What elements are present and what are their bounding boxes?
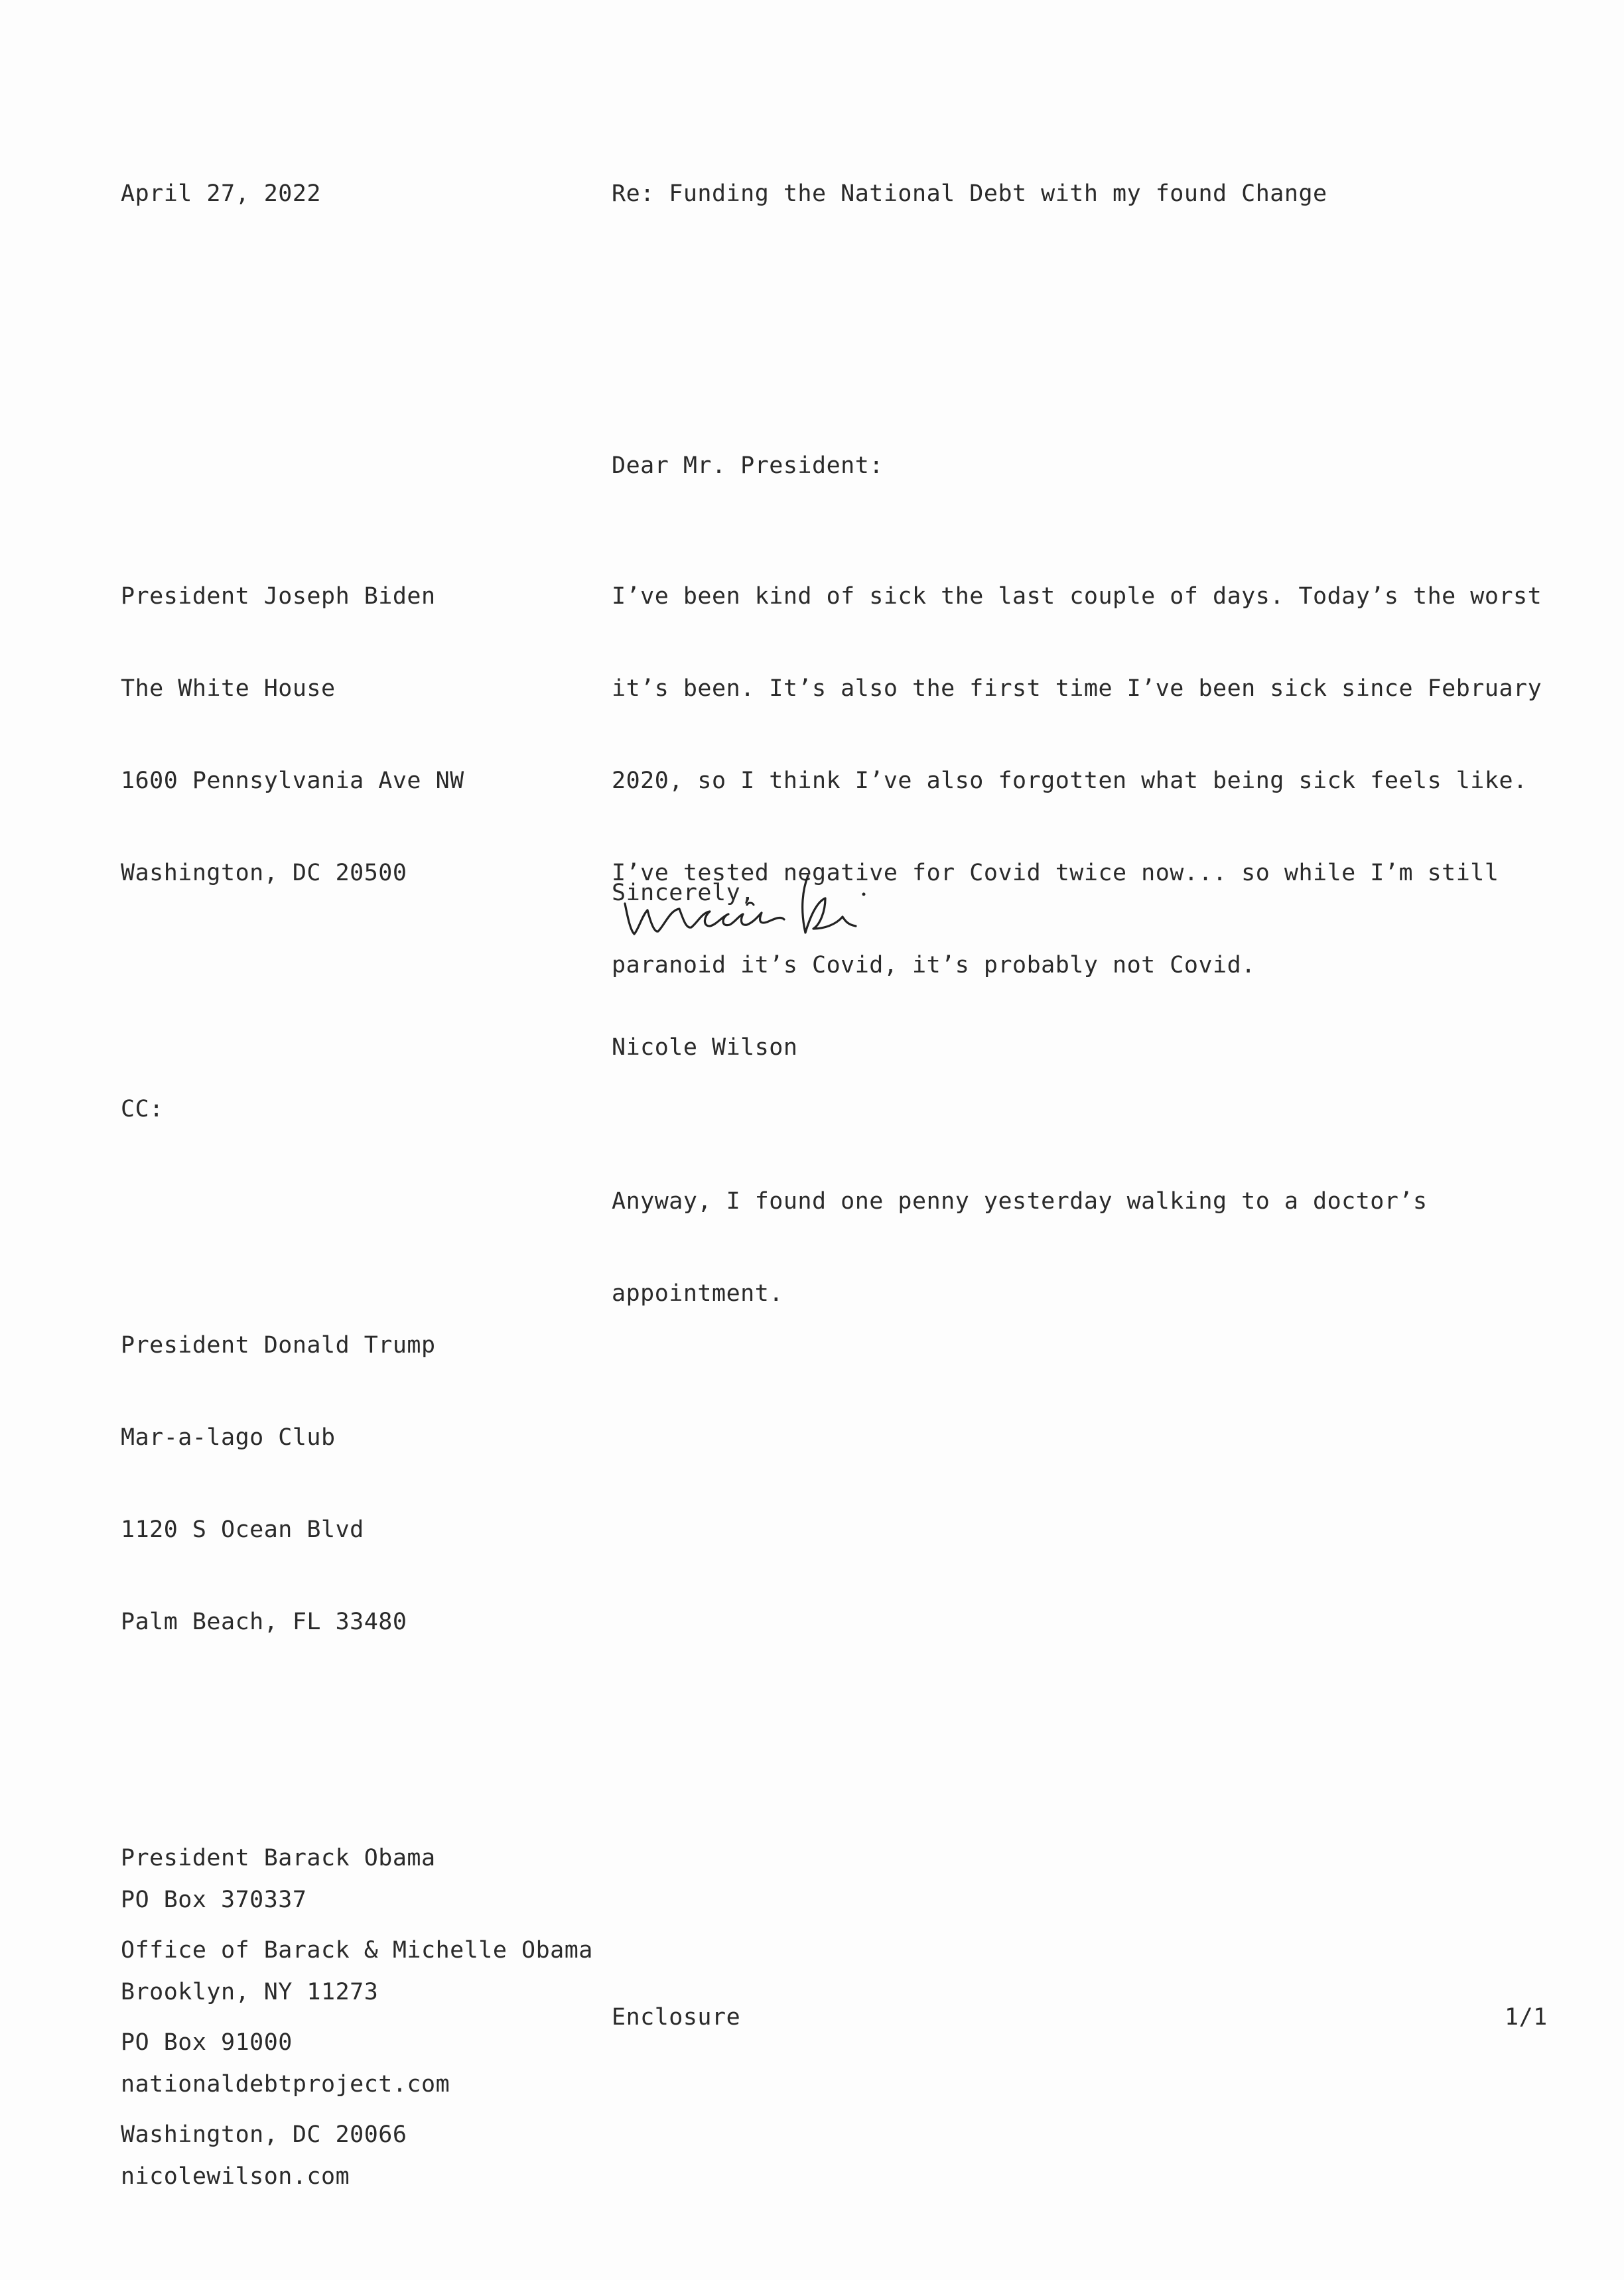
body-line: it’s been. It’s also the first time I’ve been sick since February xyxy=(612,675,1542,702)
sender-line: PO Box 370337 xyxy=(121,1887,307,1913)
address-line: President Donald Trump xyxy=(121,1332,436,1359)
sender-line: Brooklyn, NY 11273 xyxy=(121,1979,379,2005)
body-line: Anyway, I found one penny yesterday walking to a doctor’s xyxy=(612,1188,1428,1215)
body-line: 2020, so I think I’ve also forgotten what being sick feels like. xyxy=(612,768,1528,794)
address-line: Office of Barack & Michelle Obama xyxy=(121,1937,593,1964)
enclosure-note xyxy=(612,1945,740,2090)
cc-recipient-address xyxy=(121,1273,593,1695)
address-line: PO Box 91000 xyxy=(121,2029,293,2056)
sender-address xyxy=(121,1828,450,2249)
signer-name xyxy=(612,975,797,1120)
page-number xyxy=(1505,1945,1562,2090)
cc-label xyxy=(121,1037,593,1182)
body-line: paranoid it’s Covid, it’s probably not Covid. xyxy=(612,952,1256,978)
address-line: Mar-a-lago Club xyxy=(121,1424,336,1451)
subject-line xyxy=(612,121,1327,267)
address-line: Washington, DC 20066 xyxy=(121,2121,407,2148)
body-line: I’ve tested negative for Covid twice now... so while I’m still xyxy=(612,860,1499,886)
address-line: President Joseph Biden xyxy=(121,583,436,610)
address-line: 1120 S Ocean Blvd xyxy=(121,1516,364,1543)
body-line: appointment. xyxy=(612,1280,783,1307)
letter-date xyxy=(121,121,321,267)
sender-line: nationaldebtproject.com xyxy=(121,2071,450,2098)
address-line: Palm Beach, FL 33480 xyxy=(121,1609,407,1635)
sender-line: nicolewilson.com xyxy=(121,2163,350,2190)
subject-text: Re: Funding the National Debt with my found Change xyxy=(612,180,1327,207)
address-line: 1600 Pennsylvania Ave NW xyxy=(121,768,464,794)
signer-name-text: Nicole Wilson xyxy=(612,1034,798,1061)
salutation-text: Dear Mr. President: xyxy=(612,452,884,479)
cc-label-text: CC: xyxy=(121,1096,164,1122)
body-paragraph xyxy=(612,1129,1542,1367)
page-number-text: 1/1 xyxy=(1505,2004,1548,2031)
enclosure-text: Enclosure xyxy=(612,2004,741,2031)
closing-text: Sincerely, xyxy=(612,880,755,906)
address-line: Washington, DC 20500 xyxy=(121,860,407,886)
address-line: President Barack Obama xyxy=(121,1845,436,1871)
primary-recipient-address xyxy=(121,524,593,946)
handwritten-signature xyxy=(617,856,962,955)
body-line: I’ve been kind of sick the last couple of days. Today’s the worst xyxy=(612,583,1542,610)
address-line: The White House xyxy=(121,675,336,702)
date-text: April 27, 2022 xyxy=(121,180,322,207)
